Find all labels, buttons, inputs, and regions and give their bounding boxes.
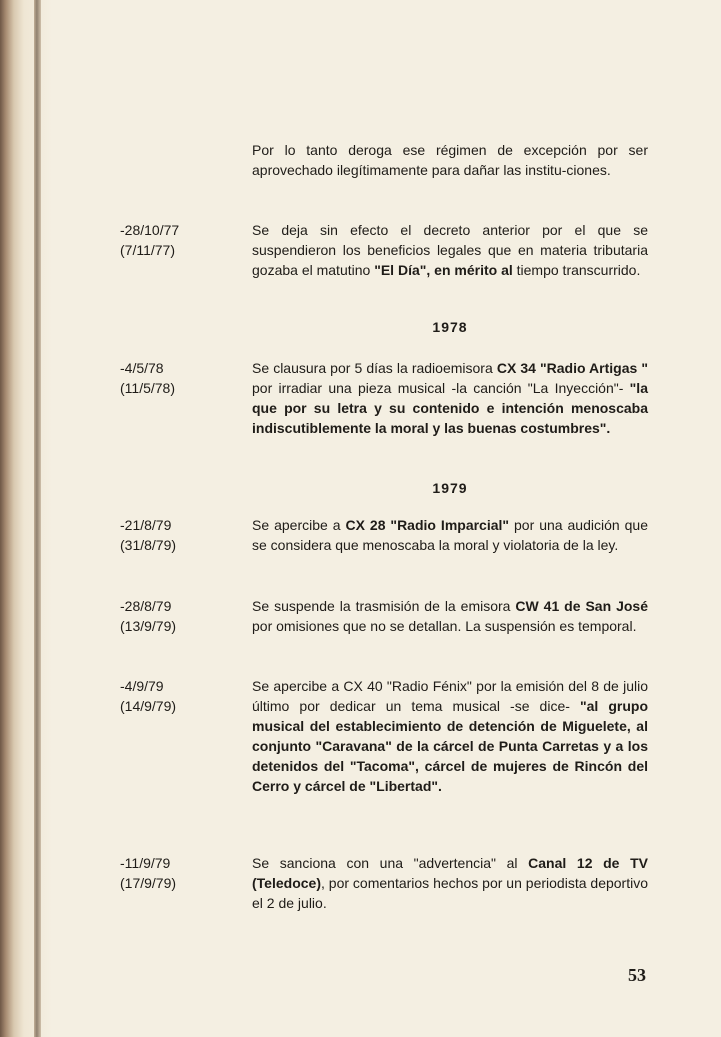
entry-date bbox=[120, 358, 230, 398]
entry-text bbox=[252, 596, 648, 636]
text-part: Se apercibe a CX 40 "Radio Fénix" por la emisión del 8 de julio último por dedicar un tema musical -se dice- bbox=[252, 678, 648, 714]
text-part-bold: "la que por su letra y su contenido e intención menoscaba indiscutiblemente la moral y las buenas costumbres". bbox=[252, 380, 648, 436]
decree-date: -28/8/79 bbox=[120, 598, 172, 614]
text-part: Se apercibe a bbox=[252, 517, 346, 533]
intro-paragraph bbox=[252, 140, 648, 180]
entry-date bbox=[120, 220, 230, 260]
entry-text bbox=[252, 220, 648, 280]
entry-date bbox=[120, 596, 230, 636]
entry-text bbox=[252, 676, 648, 796]
publication-date: (17/9/79) bbox=[120, 875, 177, 891]
decree-date: -4/9/79 bbox=[120, 678, 164, 694]
text-part: por omisiones que no se detallan. La suspensión es temporal. bbox=[252, 618, 637, 634]
decree-date: -21/8/79 bbox=[120, 517, 172, 533]
text-part-bold: "al grupo musical del establecimiento de detención de Miguelete, al conjunto "Caravana" de la cárcel de Punta Carretas y a los detenidos del "Tacoma", cárcel de mujeres de Rincón del Cerro y cárcel de "Libertad". bbox=[252, 698, 649, 794]
publication-date: (31/8/79) bbox=[120, 537, 177, 553]
publication-date: (7/11/77) bbox=[120, 242, 175, 258]
publication-date: (14/9/79) bbox=[120, 698, 177, 714]
entry-date bbox=[120, 853, 230, 893]
text-part: Se sanciona con una "advertencia" al bbox=[252, 855, 529, 871]
year-heading: 1979 bbox=[432, 480, 468, 496]
text-part: Se clausura por 5 días la radioemisora bbox=[252, 360, 497, 376]
decree-date: -28/10/77 bbox=[120, 222, 180, 238]
text-part: por una audición que se considera que menoscaba la moral y violatoria de la ley. bbox=[252, 517, 648, 553]
text-part: Se suspende la trasmisión de la emisora bbox=[252, 598, 516, 614]
text-part: por irradiar una pieza musical -la canción "La Inyección"- bbox=[252, 380, 630, 396]
page-number: 53 bbox=[628, 965, 646, 985]
entry-text bbox=[252, 515, 648, 555]
text-part: Se deja sin efecto el decreto anterior por el que se suspendieron los beneficios legales que en materia tributaria gozaba el matutino bbox=[252, 222, 648, 278]
text-part: , por comentarios hechos por un periodista deportivo el 2 de julio. bbox=[252, 875, 648, 911]
text-part-bold: CX 28 "Radio Imparcial" bbox=[345, 517, 510, 533]
text-part-bold: Canal 12 de TV (Teledoce) bbox=[252, 855, 648, 891]
entry-text bbox=[252, 358, 648, 438]
entry-date bbox=[120, 515, 230, 555]
year-heading: 1978 bbox=[432, 319, 468, 335]
text-part: tiempo transcurrido. bbox=[512, 262, 641, 278]
publication-date: (11/5/78) bbox=[120, 380, 175, 396]
decree-date: -4/5/78 bbox=[120, 360, 164, 376]
text-part-bold: "El Día", en mérito al bbox=[374, 262, 513, 278]
entry-date bbox=[120, 676, 230, 716]
intro-text: Por lo tanto deroga ese régimen de excepción por ser aprovechado ilegítimamente para dañar las institu-ciones. bbox=[252, 142, 648, 178]
text-part-bold: CX 34 "Radio Artigas " bbox=[496, 360, 648, 376]
text-part-bold: CW 41 de San José bbox=[515, 598, 648, 614]
decree-date: -11/9/79 bbox=[120, 855, 171, 871]
entry-text bbox=[252, 853, 648, 913]
publication-date: (13/9/79) bbox=[120, 618, 177, 634]
